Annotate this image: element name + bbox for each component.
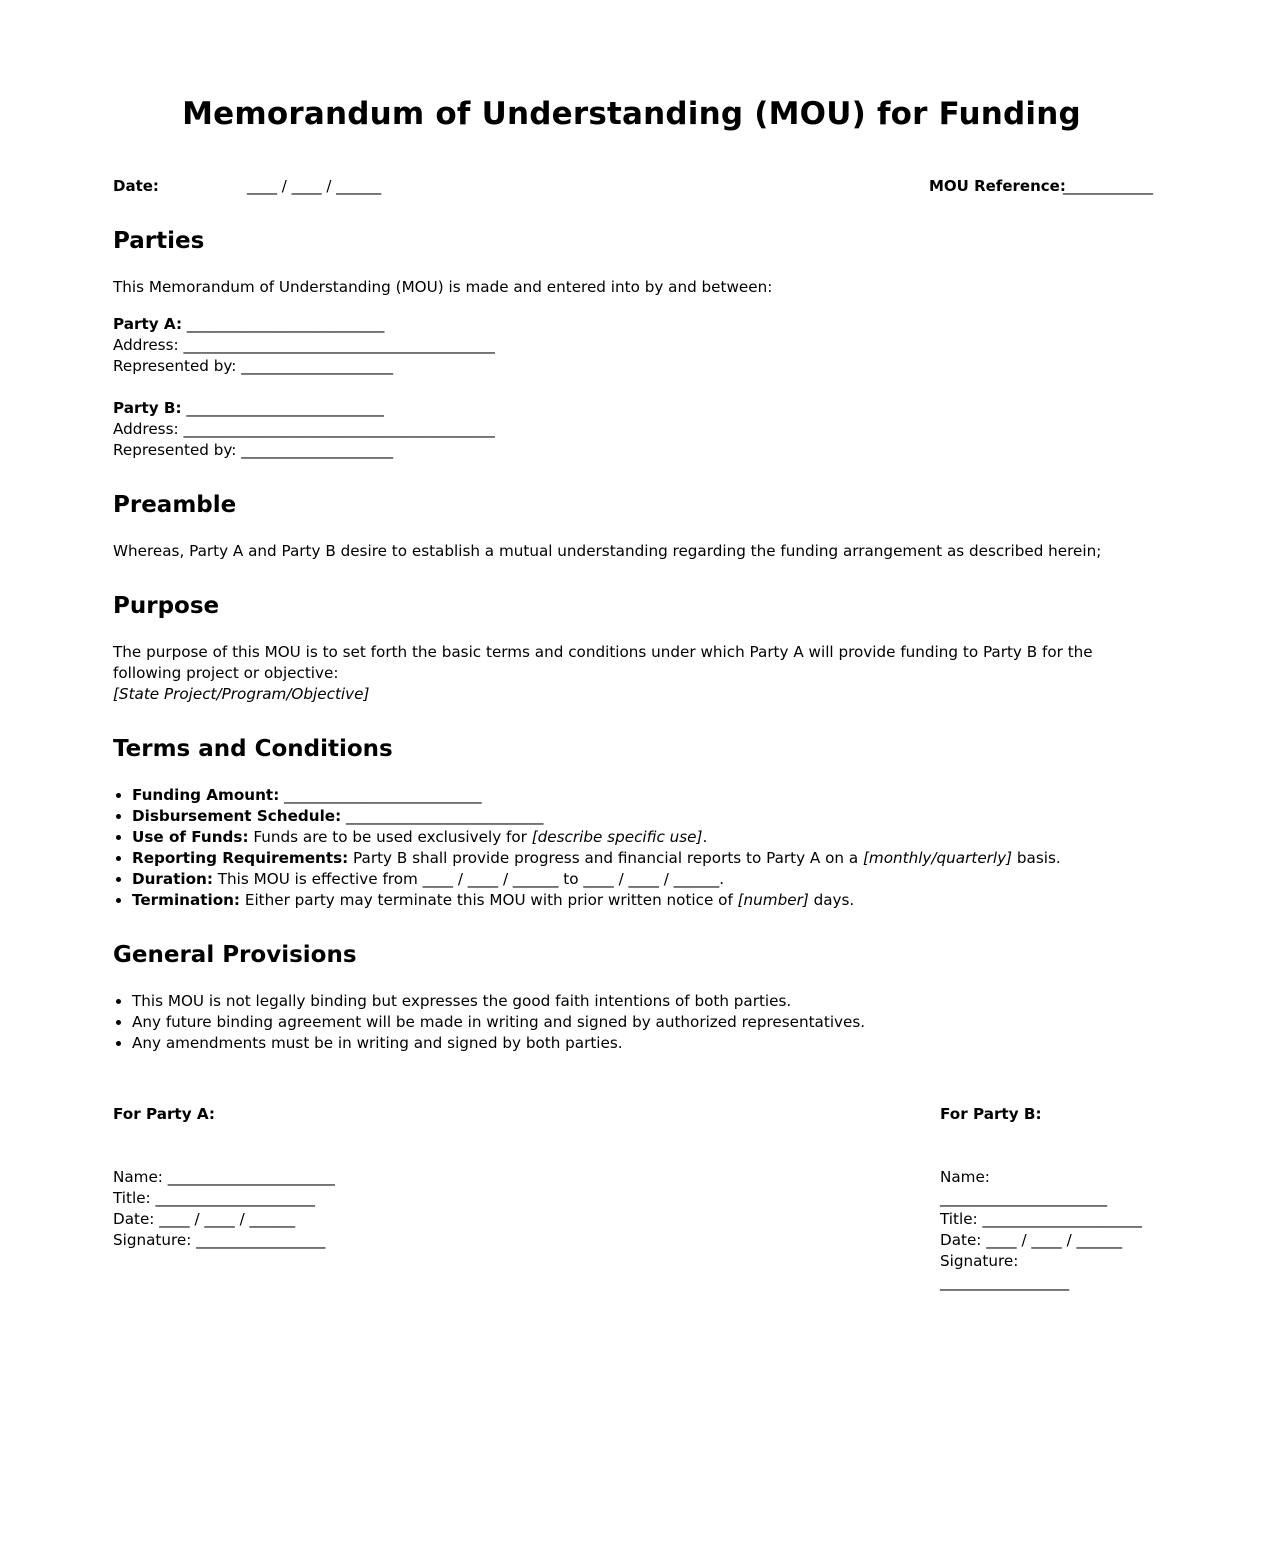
meta-row bbox=[113, 177, 1153, 197]
schedule-blank: __________________________ bbox=[346, 807, 544, 825]
reporting-end: basis. bbox=[1016, 849, 1061, 867]
term-reporting-requirements bbox=[132, 848, 1152, 869]
termination-end: days. bbox=[813, 891, 855, 909]
use-label: Use of Funds: bbox=[132, 828, 249, 846]
list-item: • This MOU is not legally binding but expresses the good faith intentions of both parties. bbox=[132, 991, 1152, 1012]
party-b-rep-blank: ____________________ bbox=[241, 441, 394, 459]
signature-b-title: Title: _____________________ bbox=[940, 1210, 1142, 1228]
preamble-heading: Preamble bbox=[113, 492, 237, 518]
party-b-address-label: Address: bbox=[113, 420, 179, 438]
use-end: . bbox=[702, 828, 708, 846]
termination-text: Either party may terminate this MOU with prior written notice of bbox=[244, 891, 733, 909]
general-provisions-list bbox=[113, 991, 1152, 1054]
general-provisions-heading: General Provisions bbox=[113, 942, 357, 968]
party-b-line bbox=[113, 398, 1153, 419]
signature-b-heading: For Party B: bbox=[940, 1105, 1042, 1123]
preamble-text: Whereas, Party A and Party B desire to establish a mutual understanding regarding the funding arrangement as described herein; bbox=[113, 542, 1102, 560]
term-termination bbox=[132, 890, 1152, 911]
party-a-block bbox=[113, 314, 1153, 377]
mou-reference-field: ____________ bbox=[1063, 177, 1153, 195]
party-a-label: Party A: bbox=[113, 315, 183, 333]
party-a-address-line bbox=[113, 335, 1153, 356]
date-label: Date: bbox=[113, 177, 159, 195]
parties-heading: Parties bbox=[113, 228, 205, 254]
party-b-address-blank: _________________________________________ bbox=[183, 420, 495, 438]
signature-a-heading: For Party A: bbox=[113, 1105, 215, 1123]
party-a-rep-line bbox=[113, 356, 1153, 377]
signature-a-name: Name: ______________________ bbox=[113, 1168, 335, 1186]
purpose-text: The purpose of this MOU is to set forth the basic terms and conditions under which Party A will provide funding to Party B for the following project or objective: bbox=[113, 643, 1093, 682]
party-b-label: Party B: bbox=[113, 399, 182, 417]
party-b-rep-line bbox=[113, 440, 1153, 461]
signature-b-date: Date: ____ / ____ / ______ bbox=[940, 1231, 1123, 1249]
party-a-line bbox=[113, 314, 1153, 335]
schedule-label: Disbursement Schedule: bbox=[132, 807, 342, 825]
party-a-address-blank: _________________________________________ bbox=[183, 336, 495, 354]
party-b-rep-label: Represented by: bbox=[113, 441, 237, 459]
funding-blank: __________________________ bbox=[284, 786, 482, 804]
parties-intro: This Memorandum of Understanding (MOU) is made and entered into by and between: bbox=[113, 278, 773, 296]
term-use-of-funds bbox=[132, 827, 1152, 848]
signature-block-party-a bbox=[113, 1104, 335, 1251]
duration-text: This MOU is effective from ____ / ____ / ______ to ____ / ____ / ______. bbox=[217, 870, 725, 888]
signature-a-title: Title: _____________________ bbox=[113, 1189, 315, 1207]
party-a-rep-label: Represented by: bbox=[113, 357, 237, 375]
list-item: • Any future binding agreement will be made in writing and signed by authorized representatives. bbox=[132, 1012, 1152, 1033]
term-duration bbox=[132, 869, 1152, 890]
signature-a-date: Date: ____ / ____ / ______ bbox=[113, 1210, 296, 1228]
signature-b-spacer bbox=[940, 1125, 1150, 1167]
reporting-placeholder: [monthly/quarterly] bbox=[863, 849, 1013, 867]
signature-a-spacer bbox=[113, 1125, 335, 1167]
reporting-text: Party B shall provide progress and financial reports to Party A on a bbox=[353, 849, 859, 867]
funding-label: Funding Amount: bbox=[132, 786, 280, 804]
signature-b-signature: Signature: _________________ bbox=[940, 1252, 1070, 1291]
party-a-rep-blank: ____________________ bbox=[241, 357, 394, 375]
duration-label: Duration: bbox=[132, 870, 213, 888]
party-b-address-line bbox=[113, 419, 1153, 440]
term-funding-amount bbox=[132, 785, 1152, 806]
terms-list bbox=[113, 785, 1152, 911]
signature-a-signature: Signature: _________________ bbox=[113, 1231, 326, 1249]
purpose-placeholder: [State Project/Program/Objective] bbox=[113, 685, 370, 703]
reporting-label: Reporting Requirements: bbox=[132, 849, 349, 867]
purpose-heading: Purpose bbox=[113, 593, 220, 619]
document-title: Memorandum of Understanding (MOU) for Funding bbox=[182, 96, 1081, 132]
mou-reference-label: MOU Reference: bbox=[929, 177, 1066, 195]
term-disbursement-schedule bbox=[132, 806, 1152, 827]
use-text: Funds are to be used exclusively for bbox=[253, 828, 527, 846]
list-item: • Any amendments must be in writing and signed by both parties. bbox=[132, 1033, 1152, 1054]
party-b-block bbox=[113, 398, 1153, 461]
party-a-blank: __________________________ bbox=[186, 315, 385, 333]
date-field: ____ / ____ / ______ bbox=[247, 177, 382, 195]
party-a-address-label: Address: bbox=[113, 336, 179, 354]
signature-block-party-b bbox=[940, 1104, 1150, 1293]
termination-placeholder: [number] bbox=[737, 891, 809, 909]
party-b-blank: __________________________ bbox=[186, 399, 384, 417]
use-placeholder: [describe specific use] bbox=[531, 828, 703, 846]
terms-heading: Terms and Conditions bbox=[113, 736, 393, 762]
purpose-block bbox=[113, 642, 1153, 705]
signature-b-name: Name: ______________________ bbox=[940, 1168, 1108, 1207]
termination-label: Termination: bbox=[132, 891, 241, 909]
